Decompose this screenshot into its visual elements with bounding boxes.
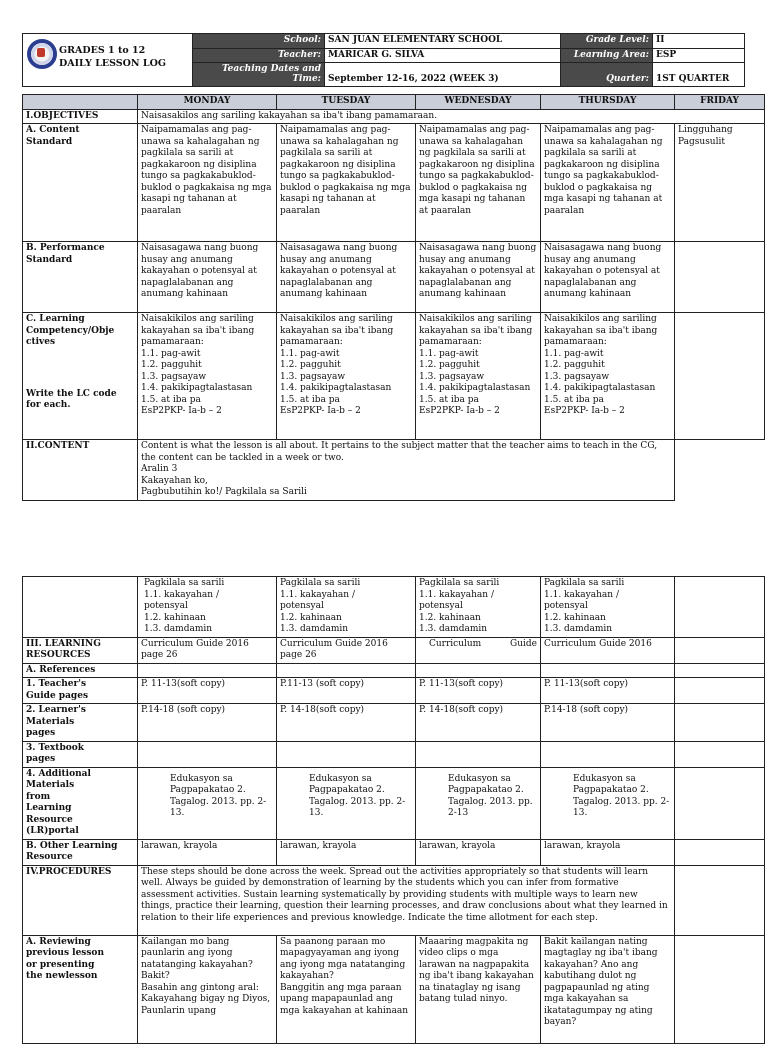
resources-monday: Curriculum Guide 2016 page 26 <box>138 637 277 663</box>
competency-tuesday: Naisakikilos ang sariling kakayahan sa iba't ibang pamamaraan: 1.1. pag-awit 1.2. pagguhit 1.3. pagsayaw 1.4. pakikipagtalastasan 1.5. at iba pa EsP2PKP- Ia-b – 2 <box>277 313 416 440</box>
grade-level-value: II <box>653 34 745 49</box>
content-standard-thursday: Naipamamalas ang pag-unawa sa kahalagahan ng pagkilala sa sarili at pagkakaroon ng disiplina tungo sa pagkakabuklod-buklod o pagkakaisa ng mga kasapi ng tahanan at paaralan <box>541 124 675 242</box>
teachers-guide-monday: P. 11-13(soft copy) <box>138 678 277 704</box>
day-header-monday: MONDAY <box>138 95 277 110</box>
resources-wednesday-guide: Guide <box>510 638 537 649</box>
teachers-guide-thursday: P. 11-13(soft copy) <box>541 678 675 704</box>
lesson-table-part1 <box>22 94 765 501</box>
review-lesson-thursday: Bakit kailangan nating magtaglay ng iba't ibang kakayahan? Ano ang kabutihang dulot ng pagpapaunlad ng ating mga kakayahan sa ikatatagumpay ng ating bayan? <box>541 935 675 1043</box>
performance-standard-thursday: Naisasagawa nang buong husay ang anumang kakayahan o potensyal at napaglalabanan ang anumang kahinaan <box>541 242 675 313</box>
teachers-guide-wednesday: P. 11-13(soft copy) <box>416 678 541 704</box>
school-value: SAN JUAN ELEMENTARY SCHOOL <box>325 34 561 49</box>
topic-tuesday: Pagkilala sa sarili 1.1. kakayahan / potensyal 1.2. kahinaan 1.3. damdamin <box>277 577 416 638</box>
objectives-text: Naisasakilos ang sariling kakayahan sa iba't ibang pamamaraan. <box>138 109 765 124</box>
learning-area-label: Learning Area: <box>561 48 653 63</box>
procedures-text: These steps should be done across the week. Spread out the activities appropriately so that students will learn well. Always be guided by demonstration of learning by the students which you can infer from formative assessment activities. Sustain learning systematically by providing students with multiple ways to learn new things, practice their learning, question their learning processes, and draw conclusions about what they learned in relation to their life experiences and previous knowledge. Indicate the time allotment for each step. <box>138 865 675 935</box>
resources-tuesday: Curriculum Guide 2016 page 26 <box>277 637 416 663</box>
header-title-line1: GRADES 1 to 12 <box>59 45 146 56</box>
day-header-wednesday: WEDNESDAY <box>416 95 541 110</box>
lesson-table-part2 <box>22 576 765 1044</box>
content-standard-label: A. Content Standard <box>23 124 138 242</box>
dates-label: Teaching Dates and Time: <box>193 63 325 87</box>
topic-monday: Pagkilala sa sarili 1.1. kakayahan / potensyal 1.2. kahinaan 1.3. damdamin <box>138 577 277 638</box>
competency-wednesday: Naisakikilos ang sariling kakayahan sa iba't ibang pamamaraan: 1.1. pag-awit 1.2. pagguhit 1.3. pagsayaw 1.4. pakikipagtalastasan 1.5. at iba pa EsP2PKP- Ia-b – 2 <box>416 313 541 440</box>
content-standard-tuesday: Naipamamalas ang pag-unawa sa kahalagahan ng pagkilala sa sarili at pagkakaroon ng disiplina tungo sa pagkakabuklod-buklod o pagkakaisa ng mga kasapi ng tahanan at paaralan <box>277 124 416 242</box>
resources-wednesday: Curriculum <box>429 638 482 649</box>
learners-materials-thursday: P.14-18 (soft copy) <box>541 704 675 742</box>
competency-label-cell <box>23 313 138 440</box>
quarter-label: Quarter: <box>561 63 653 87</box>
additional-materials-tuesday: Edukasyon sa Pagpapakatao 2. Tagalog. 2013. pp. 2-13. <box>277 767 416 839</box>
teachers-guide-label: 1. Teacher's Guide pages <box>23 678 138 704</box>
procedures-label: IV.PROCEDURES <box>23 865 138 935</box>
additional-materials-thursday: Edukasyon sa Pagpapakatao 2. Tagalog. 2013. pp. 2-13. <box>541 767 675 839</box>
topic-thursday: Pagkilala sa sarili 1.1. kakayahan / potensyal 1.2. kahinaan 1.3. damdamin <box>541 577 675 638</box>
teacher-value: MARICAR G. SILVA <box>325 48 561 63</box>
review-lesson-monday: Kailangan mo bang paunlarin ang iyong natatanging kakayahan? Bakit? Basahin ang gintong aral: Kakayahang bigay ng Diyos, Paunlarin upang <box>138 935 277 1043</box>
resources-label: III. LEARNING RESOURCES <box>23 637 138 663</box>
topic-wednesday: Pagkilala sa sarili 1.1. kakayahan / potensyal 1.2. kahinaan 1.3. damdamin <box>416 577 541 638</box>
resources-thursday: Curriculum Guide 2016 <box>541 637 675 663</box>
other-resources-monday: larawan, krayola <box>138 839 277 865</box>
competency-monday: Naisakikilos ang sariling kakayahan sa iba't ibang pamamaraan: 1.1. pag-awit 1.2. pagguhit 1.3. pagsayaw 1.4. pakikipagtalastasan 1.5. at iba pa EsP2PKP- Ia-b – 2 <box>138 313 277 440</box>
day-header-friday: FRIDAY <box>675 95 765 110</box>
objectives-label: I.OBJECTIVES <box>23 109 138 124</box>
learning-area-value: ESP <box>653 48 745 63</box>
header-title-line2: DAILY LESSON LOG <box>59 58 166 69</box>
other-resources-wednesday: larawan, krayola <box>416 839 541 865</box>
performance-standard-wednesday: Naisasagawa nang buong husay ang anumang kakayahan o potensyal at napaglalabanan ang anumang kahinaan <box>416 242 541 313</box>
header-table <box>22 33 745 87</box>
performance-standard-tuesday: Naisasagawa nang buong husay ang anumang kakayahan o potensyal at napaglalabanan ang anumang kahinaan <box>277 242 416 313</box>
review-lesson-tuesday: Sa paanong paraan mo mapagyayaman ang iyong ang iyong mga natatanging kakayahan? Banggitin ang mga paraan upang mapapaunlad ang mga kakayahan at kahinaan <box>277 935 416 1043</box>
lc-code-label: Write the LC code for each. <box>26 388 117 410</box>
day-header-thursday: THURSDAY <box>541 95 675 110</box>
additional-materials-monday: Edukasyon sa Pagpapakatao 2. Tagalog. 2013. pp. 2-13. <box>138 767 277 839</box>
performance-standard-label: B. Performance Standard <box>23 242 138 313</box>
content-label: II.CONTENT <box>23 440 138 501</box>
learners-materials-wednesday: P. 14-18(soft copy) <box>416 704 541 742</box>
school-label: School: <box>193 34 325 49</box>
content-standard-friday: Lingguhang Pagsusulit <box>675 124 765 242</box>
references-label: A. References <box>23 663 138 678</box>
header-title-cell <box>23 34 193 87</box>
teacher-label: Teacher: <box>193 48 325 63</box>
other-resources-label: B. Other Learning Resource <box>23 839 138 865</box>
grade-level-label: Grade Level: <box>561 34 653 49</box>
resources-wednesday-cell <box>416 637 541 663</box>
review-lesson-wednesday: Maaaring magpakita ng video clips o mga larawan na nagpapakita ng iba't ibang kakayahan na tinataglay ng isang batang tulad ninyo. <box>416 935 541 1043</box>
teachers-guide-tuesday: P.11-13 (soft copy) <box>277 678 416 704</box>
other-resources-tuesday: larawan, krayola <box>277 839 416 865</box>
quarter-value: 1ST QUARTER <box>653 63 745 87</box>
additional-materials-label: 4. Additional Materials from Learning Resource (LR)portal <box>23 767 138 839</box>
performance-standard-monday: Naisasagawa nang buong husay ang anumang kakayahan o potensyal at napaglalabanan ang anumang kahinaan <box>138 242 277 313</box>
day-header-tuesday: TUESDAY <box>277 95 416 110</box>
competency-thursday: Naisakikilos ang sariling kakayahan sa iba't ibang pamamaraan: 1.1. pag-awit 1.2. pagguhit 1.3. pagsayaw 1.4. pakikipagtalastasan 1.5. at iba pa EsP2PKP- Ia-b – 2 <box>541 313 675 440</box>
learners-materials-tuesday: P. 14-18(soft copy) <box>277 704 416 742</box>
deped-seal-icon <box>27 39 57 69</box>
additional-materials-wednesday: Edukasyon sa Pagpapakatao 2. Tagalog. 2013. pp. 2-13 <box>416 767 541 839</box>
textbook-label: 3. Textbook pages <box>23 741 138 767</box>
review-lesson-label: A. Reviewing previous lesson or presenting the newlesson <box>23 935 138 1043</box>
dates-value: September 12-16, 2022 (WEEK 3) <box>325 63 561 87</box>
competency-label: C. Learning Competency/Obje ctives <box>26 314 115 347</box>
content-standard-monday: Naipamamalas ang pag-unawa sa kahalagahan ng pagkilala sa sarili at pagkakaroon ng disiplina tungo sa pagkakabuklod-buklod o pagkakaisa ng mga kasapi ng tahanan at paaralan <box>138 124 277 242</box>
other-resources-thursday: larawan, krayola <box>541 839 675 865</box>
learners-materials-label: 2. Learner's Materials pages <box>23 704 138 742</box>
learners-materials-monday: P.14-18 (soft copy) <box>138 704 277 742</box>
content-standard-wednesday: Naipamamalas ang pag-unawa sa kahalagahan ng pagkilala sa sarili at pagkakaroon ng disiplina tungo sa pagkakabuklod-buklod o pagkakaisa ng mga kasapi ng tahanan at paaralan <box>416 124 541 242</box>
content-text: Content is what the lesson is all about. It pertains to the subject matter that the teacher aims to teach in the CG, the content can be tackled in a week or two. Aralin 3 Kakayahan ko, Pagbubutihin ko!/ Pagkilala sa Sarili <box>138 440 675 501</box>
